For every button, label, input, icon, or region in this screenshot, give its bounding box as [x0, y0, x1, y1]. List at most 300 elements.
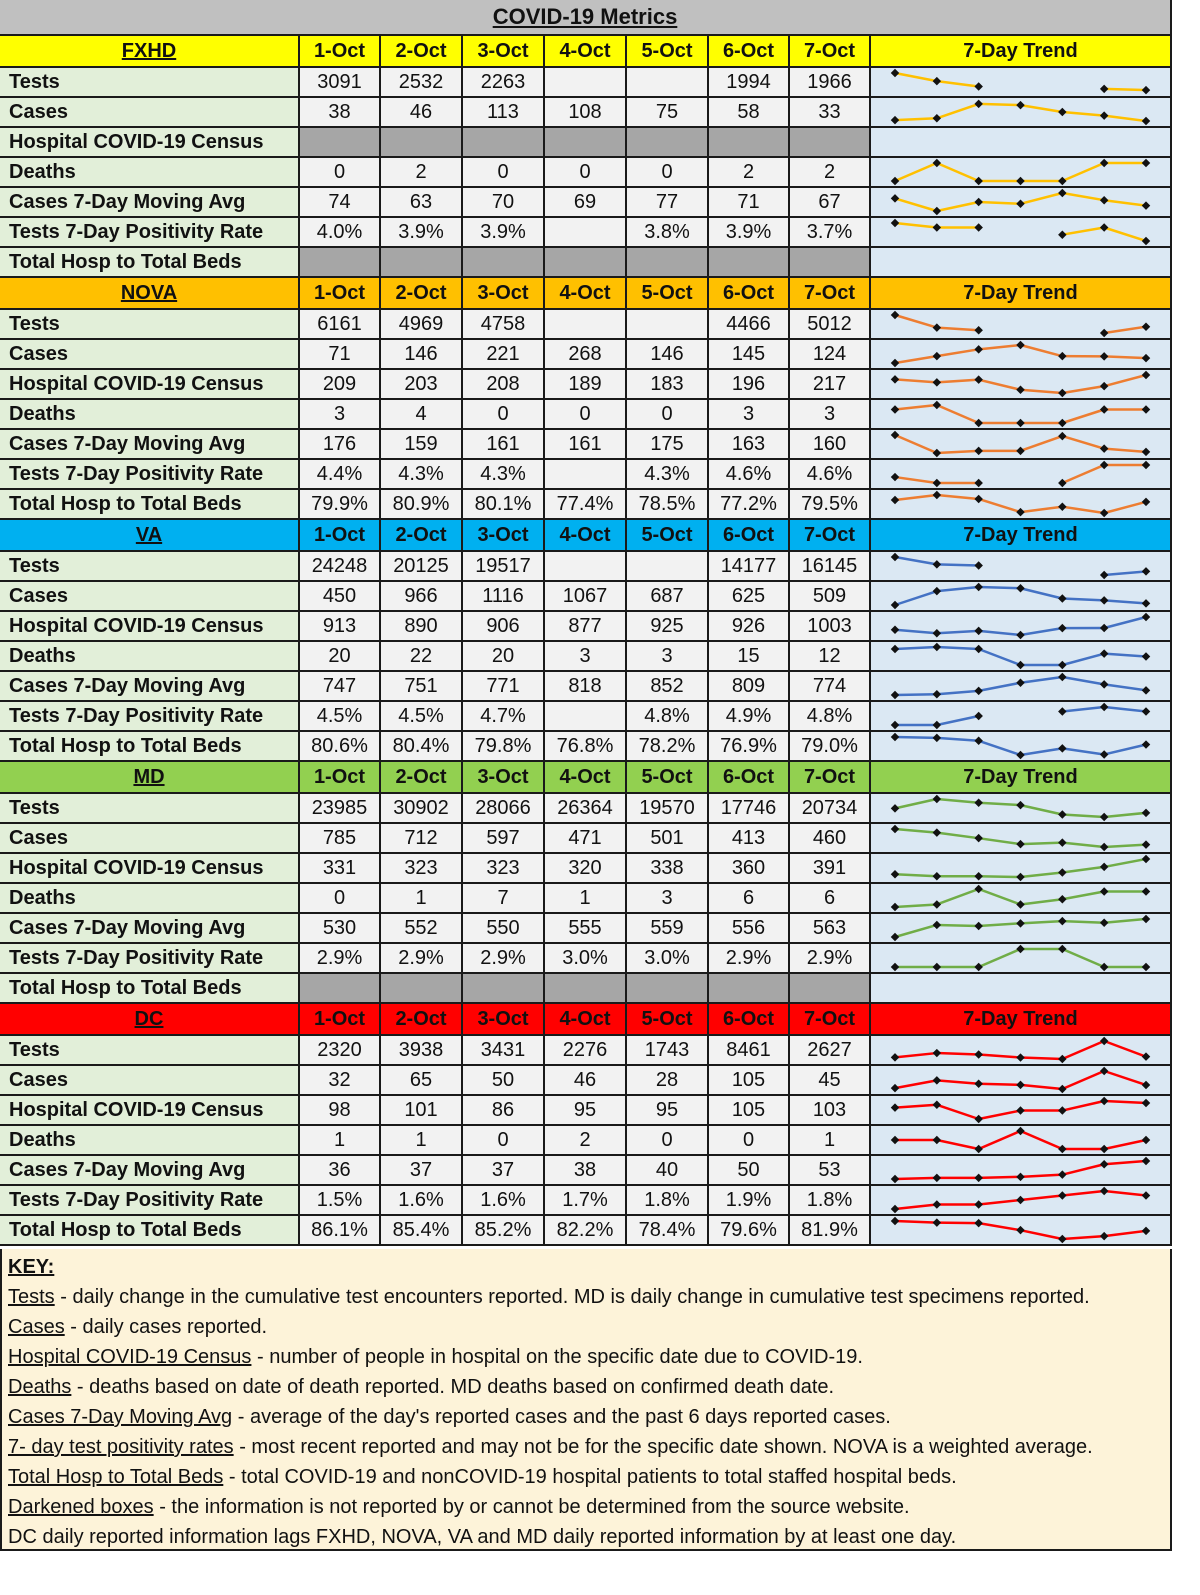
sparkline-segment — [1021, 921, 1063, 923]
sparkline-cell — [871, 884, 1172, 914]
sparkline-point — [891, 825, 899, 833]
date-header: 6-Oct — [709, 36, 790, 68]
sparkline-segment — [1062, 921, 1104, 923]
sparkline-point — [1100, 1037, 1108, 1045]
value-cell: 81.9% — [790, 1216, 871, 1246]
sparkline-segment — [937, 495, 979, 499]
metric-label: Hospital COVID-19 Census — [0, 854, 300, 884]
sparkline-segment — [937, 799, 979, 803]
value-cell: 4.8% — [627, 702, 709, 732]
sparkline-point — [1016, 1173, 1024, 1181]
sparkline-point — [891, 375, 899, 383]
key-item — [8, 1342, 1164, 1372]
sparkline-point — [1058, 895, 1066, 903]
value-cell: 852 — [627, 672, 709, 702]
sparkline-point — [1100, 461, 1108, 469]
value-cell: 4466 — [709, 310, 790, 340]
sparkline-segment — [1104, 919, 1146, 923]
sparkline-point — [1142, 1157, 1150, 1165]
sparkline-point — [933, 1174, 941, 1182]
sparkline-point — [1100, 352, 1108, 360]
value-cell: 1743 — [627, 1036, 709, 1066]
sparkline-segment — [1021, 1196, 1063, 1201]
value-cell: 1994 — [709, 68, 790, 98]
key-footnote: DC daily reported information lags FXHD, NOVA, VA and MD daily reported information by at least one day. — [8, 1526, 957, 1548]
sparkline-nova-2 — [871, 370, 1170, 398]
unreported-cell — [300, 248, 381, 278]
sparkline-point — [1100, 444, 1108, 452]
sparkline-cell — [871, 914, 1172, 944]
value-cell: 1.8% — [790, 1186, 871, 1216]
date-header: 1-Oct — [300, 762, 381, 794]
metric-label: Tests 7-Day Positivity Rate — [0, 1186, 300, 1216]
sparkline-segment — [979, 380, 1021, 390]
sparkline-point — [891, 1053, 899, 1061]
sparkline-segment — [937, 104, 979, 118]
sparkline-point — [974, 627, 982, 635]
value-cell: 46 — [381, 98, 463, 128]
sparkline-segment — [895, 477, 937, 483]
key-item — [8, 1492, 1164, 1522]
sparkline-point — [1100, 571, 1108, 579]
sparkline-point — [1016, 177, 1024, 185]
sparkline-point — [974, 479, 982, 487]
date-header: 4-Oct — [545, 36, 627, 68]
date-header: 7-Oct — [790, 278, 871, 310]
sparkline-point — [1058, 1170, 1066, 1178]
date-header: 4-Oct — [545, 1004, 627, 1036]
sparkline-point — [891, 1084, 899, 1092]
value-cell: 76.9% — [709, 732, 790, 762]
sparkline-point — [1016, 101, 1024, 109]
metric-label: Cases 7-Day Moving Avg — [0, 430, 300, 460]
sparkline-segment — [1021, 1230, 1063, 1239]
sparkline-segment — [937, 1053, 979, 1054]
value-cell: 2 — [545, 1126, 627, 1156]
value-cell: 0 — [627, 400, 709, 430]
sparkline-segment — [979, 1177, 1021, 1178]
sparkline-point — [1142, 686, 1150, 694]
value-cell: 20 — [463, 642, 545, 672]
sparkline-segment — [979, 949, 1021, 967]
sparkline-segment — [1062, 436, 1104, 449]
sparkline-cell — [871, 702, 1172, 732]
sparkline-segment — [979, 1131, 1021, 1149]
sparkline-segment — [1062, 814, 1104, 817]
date-header: 2-Oct — [381, 36, 463, 68]
sparkline-segment — [1062, 465, 1104, 483]
value-cell: 2263 — [463, 68, 545, 98]
value-cell: 45 — [790, 1066, 871, 1096]
unreported-cell — [790, 248, 871, 278]
value-cell: 203 — [381, 370, 463, 400]
value-cell: 85.2% — [463, 1216, 545, 1246]
date-header: 4-Oct — [545, 278, 627, 310]
sparkline-point — [933, 491, 941, 499]
date-header: 1-Oct — [300, 520, 381, 552]
sparkline-point — [1058, 838, 1066, 846]
sparkline-cell — [871, 672, 1172, 702]
sparkline-point — [1016, 386, 1024, 394]
sparkline-point — [1142, 707, 1150, 715]
sparkline-point — [1142, 809, 1150, 817]
sparkline-point — [974, 1050, 982, 1058]
sparkline-point — [1016, 1127, 1024, 1135]
sparkline-segment — [937, 328, 979, 331]
value-cell: 14177 — [709, 552, 790, 582]
sparkline-md-5 — [871, 944, 1170, 972]
sparkline-point — [933, 449, 941, 457]
sparkline-segment — [1062, 193, 1104, 200]
sparkline-segment — [895, 1105, 937, 1108]
sparkline-segment — [1062, 1236, 1104, 1239]
sparkline-point — [1100, 863, 1108, 871]
sparkline-dc-1 — [871, 1066, 1170, 1094]
metric-label: Deaths — [0, 1126, 300, 1156]
sparkline-point — [1016, 447, 1024, 455]
value-cell: 69 — [545, 188, 627, 218]
value-cell: 163 — [709, 430, 790, 460]
sparkline-cell — [871, 1186, 1172, 1216]
value-cell: 2276 — [545, 1036, 627, 1066]
value-cell: 36 — [300, 1156, 381, 1186]
sparkline-segment — [895, 405, 937, 410]
value-cell: 563 — [790, 914, 871, 944]
sparkline-segment — [1104, 502, 1146, 513]
sparkline-point — [974, 495, 982, 503]
value-cell: 86.1% — [300, 1216, 381, 1246]
value-cell: 80.4% — [381, 732, 463, 762]
sparkline-nova-1 — [871, 340, 1170, 368]
sparkline-md-0 — [871, 794, 1170, 822]
date-header: 7-Oct — [790, 1004, 871, 1036]
value-cell: 1.5% — [300, 1186, 381, 1216]
metric-label: Deaths — [0, 642, 300, 672]
value-cell: 4.7% — [463, 702, 545, 732]
sparkline-segment — [937, 564, 979, 565]
value-cell: 16145 — [790, 552, 871, 582]
sparkline-point — [933, 1101, 941, 1109]
sparkline-segment — [1062, 1041, 1104, 1059]
sparkline-va-1 — [871, 582, 1170, 610]
unreported-cell — [709, 974, 790, 1004]
sparkline-point — [933, 872, 941, 880]
sparkline-point — [1142, 567, 1150, 575]
value-cell: 4.6% — [709, 460, 790, 490]
key-items — [8, 1282, 1164, 1522]
sparkline-segment — [979, 202, 1021, 204]
value-cell: 3.8% — [627, 218, 709, 248]
sparkline-segment — [895, 315, 937, 328]
sparkline-point — [891, 311, 899, 319]
sparkline-segment — [979, 683, 1021, 691]
sparkline-cell — [871, 1126, 1172, 1156]
key-description: - most recent reported and may not be for the specific date shown. NOVA is a weighted average. — [233, 1436, 1093, 1458]
date-header: 3-Oct — [463, 1004, 545, 1036]
value-cell — [627, 310, 709, 340]
sparkline-point — [974, 583, 982, 591]
metric-label: Cases 7-Day Moving Avg — [0, 1156, 300, 1186]
sparkline-segment — [1062, 677, 1104, 684]
sparkline-segment — [895, 1205, 937, 1210]
value-cell: 161 — [463, 430, 545, 460]
value-cell: 6161 — [300, 310, 381, 340]
sparkline-point — [891, 1136, 899, 1144]
sparkline-point — [1100, 1067, 1108, 1075]
value-cell: 23985 — [300, 794, 381, 824]
metric-label: Cases — [0, 98, 300, 128]
sparkline-point — [1142, 1136, 1150, 1144]
value-cell: 67 — [790, 188, 871, 218]
sparkline-nova-3 — [871, 400, 1170, 428]
sparkline-segment — [979, 1084, 1021, 1085]
sparkline-point — [1016, 1106, 1024, 1114]
value-cell: 818 — [545, 672, 627, 702]
sparkline-cell — [871, 340, 1172, 370]
sparkline-segment — [895, 647, 937, 649]
sparkline-point — [1016, 679, 1024, 687]
sparkline-segment — [895, 925, 937, 937]
value-cell — [627, 552, 709, 582]
sparkline-point — [933, 207, 941, 215]
sparkline-point — [891, 405, 899, 413]
metric-label: Tests 7-Day Positivity Rate — [0, 218, 300, 248]
value-cell: 4.6% — [790, 460, 871, 490]
metric-label: Deaths — [0, 884, 300, 914]
value-cell: 2.9% — [790, 944, 871, 974]
sparkline-point — [933, 921, 941, 929]
value-cell: 32 — [300, 1066, 381, 1096]
value-cell: 3.9% — [709, 218, 790, 248]
sparkline-point — [891, 1175, 899, 1183]
value-cell: 75 — [627, 98, 709, 128]
value-cell: 217 — [790, 370, 871, 400]
value-cell: 175 — [627, 430, 709, 460]
sparkline-point — [1142, 322, 1150, 330]
value-cell: 1.6% — [463, 1186, 545, 1216]
unreported-cell — [300, 974, 381, 1004]
sparkline-point — [1142, 498, 1150, 506]
sparkline-point — [974, 1115, 982, 1123]
value-cell: 77.2% — [709, 490, 790, 520]
value-cell: 37 — [463, 1156, 545, 1186]
value-cell: 1 — [300, 1126, 381, 1156]
sparkline-point — [1058, 661, 1066, 669]
sparkline-segment — [1104, 845, 1146, 847]
key-term: Deaths — [8, 1376, 72, 1398]
sparkline-segment — [979, 1223, 1021, 1230]
sparkline-point — [933, 352, 941, 360]
value-cell: 20734 — [790, 794, 871, 824]
sparkline-point — [1100, 596, 1108, 604]
sparkline-point — [1142, 1052, 1150, 1060]
region-header-md: MD — [0, 762, 300, 794]
value-cell: 30902 — [381, 794, 463, 824]
value-cell: 38 — [545, 1156, 627, 1186]
sparkline-segment — [1021, 843, 1063, 844]
value-cell: 79.8% — [463, 732, 545, 762]
sparkline-point — [891, 359, 899, 367]
value-cell: 3.9% — [463, 218, 545, 248]
metric-label: Hospital COVID-19 Census — [0, 612, 300, 642]
value-cell: 926 — [709, 612, 790, 642]
sparkline-segment — [1062, 867, 1104, 873]
value-cell: 71 — [709, 188, 790, 218]
sparkline-point — [1142, 201, 1150, 209]
sparkline-segment — [895, 118, 937, 120]
sparkline-segment — [1021, 588, 1063, 598]
sparkline-point — [1142, 740, 1150, 748]
value-cell: 3431 — [463, 1036, 545, 1066]
value-cell: 460 — [790, 824, 871, 854]
sparkline-segment — [979, 838, 1021, 844]
sparkline-point — [1142, 855, 1150, 863]
sparkline-segment — [979, 345, 1021, 349]
sparkline-point — [891, 733, 899, 741]
value-cell: 40 — [627, 1156, 709, 1186]
value-cell: 196 — [709, 370, 790, 400]
sparkline-point — [1016, 801, 1024, 809]
value-cell: 4.8% — [790, 702, 871, 732]
sparkline-point — [933, 159, 941, 167]
sparkline-segment — [937, 451, 979, 453]
trend-header: 7-Day Trend — [871, 1004, 1172, 1036]
sparkline-cell — [871, 370, 1172, 400]
sparkline-point — [1058, 479, 1066, 487]
sparkline-point — [1142, 599, 1150, 607]
key-item — [8, 1312, 1164, 1342]
sparkline-segment — [937, 647, 979, 649]
sparkline-point — [974, 447, 982, 455]
sparkline-point — [891, 626, 899, 634]
sparkline-segment — [895, 1053, 937, 1057]
sparkline-segment — [895, 904, 937, 907]
sparkline-point — [1100, 1232, 1108, 1240]
sparkline-segment — [1104, 1101, 1146, 1103]
sparkline-point — [891, 903, 899, 911]
sparkline-point — [933, 479, 941, 487]
value-cell: 0 — [545, 158, 627, 188]
sparkline-point — [933, 560, 941, 568]
sparkline-point — [974, 1219, 982, 1227]
value-cell: 80.1% — [463, 490, 545, 520]
trend-header: 7-Day Trend — [871, 36, 1172, 68]
sparkline-segment — [1104, 89, 1146, 90]
sparkline-segment — [1021, 748, 1063, 755]
value-cell: 360 — [709, 854, 790, 884]
key-description: - total COVID-19 and nonCOVID-19 hospital patients to total staffed hospital beds. — [223, 1466, 957, 1488]
sparkline-segment — [895, 198, 937, 211]
value-cell: 4758 — [463, 310, 545, 340]
sparkline-segment — [895, 737, 937, 738]
sparkline-segment — [937, 587, 979, 591]
value-cell: 74 — [300, 188, 381, 218]
value-cell: 15 — [709, 642, 790, 672]
value-cell: 4.4% — [300, 460, 381, 490]
value-cell — [545, 552, 627, 582]
sparkline-cell — [871, 188, 1172, 218]
sparkline-point — [891, 177, 899, 185]
metric-label: Tests 7-Day Positivity Rate — [0, 944, 300, 974]
value-cell: 785 — [300, 824, 381, 854]
sparkline-point — [1142, 963, 1150, 971]
date-header: 6-Oct — [709, 762, 790, 794]
value-cell: 2532 — [381, 68, 463, 98]
sparkline-md-4 — [871, 914, 1170, 942]
key-section — [0, 1249, 1172, 1551]
sparkline-point — [1016, 419, 1024, 427]
value-cell: 0 — [463, 1126, 545, 1156]
sparkline-fxhd-3 — [871, 158, 1170, 186]
value-cell: 80.9% — [381, 490, 463, 520]
region-header-nova: NOVA — [0, 278, 300, 310]
sparkline-point — [974, 834, 982, 842]
date-header: 1-Oct — [300, 1004, 381, 1036]
sparkline-segment — [895, 495, 937, 500]
sparkline-cell — [871, 1156, 1172, 1186]
sparkline-cell — [871, 68, 1172, 98]
sparkline-segment — [979, 889, 1021, 904]
date-header: 6-Oct — [709, 520, 790, 552]
metric-label: Cases — [0, 582, 300, 612]
sparkline-dc-2 — [871, 1096, 1170, 1124]
date-header: 3-Oct — [463, 36, 545, 68]
sparkline-point — [933, 401, 941, 409]
value-cell: 98 — [300, 1096, 381, 1126]
value-cell: 82.2% — [545, 1216, 627, 1246]
metric-label: Tests 7-Day Positivity Rate — [0, 702, 300, 732]
sparkline-point — [974, 687, 982, 695]
sparkline-cell — [871, 460, 1172, 490]
value-cell: 556 — [709, 914, 790, 944]
sparkline-segment — [1062, 707, 1104, 712]
date-header: 2-Oct — [381, 520, 463, 552]
metric-label: Deaths — [0, 158, 300, 188]
sparkline-segment — [979, 104, 1021, 105]
sparkline-point — [891, 496, 899, 504]
trend-header: 7-Day Trend — [871, 520, 1172, 552]
sparkline-point — [1100, 405, 1108, 413]
unreported-cell — [381, 974, 463, 1004]
sparkline-segment — [1062, 949, 1104, 967]
sparkline-nova-4 — [871, 430, 1170, 458]
sparkline-point — [974, 872, 982, 880]
key-item — [8, 1282, 1164, 1312]
metric-label: Cases 7-Day Moving Avg — [0, 672, 300, 702]
sparkline-segment — [895, 557, 937, 564]
sparkline-cell — [871, 158, 1172, 188]
sparkline-segment — [895, 379, 937, 382]
sparkline-point — [933, 963, 941, 971]
sparkline-point — [891, 1103, 899, 1111]
value-cell: 79.5% — [790, 490, 871, 520]
sparkline-segment — [1104, 707, 1146, 712]
sparkline-cell — [871, 1096, 1172, 1126]
value-cell: 450 — [300, 582, 381, 612]
key-description: - daily cases reported. — [64, 1316, 268, 1338]
sparkline-cell — [871, 128, 1172, 158]
sparkline-segment — [979, 876, 1021, 877]
sparkline-segment — [1104, 1071, 1146, 1085]
sparkline-point — [933, 1049, 941, 1057]
unreported-cell — [790, 128, 871, 158]
sparkline-va-4 — [871, 672, 1170, 700]
value-cell — [545, 218, 627, 248]
value-cell: 0 — [463, 158, 545, 188]
value-cell: 1116 — [463, 582, 545, 612]
sparkline-point — [1058, 945, 1066, 953]
metric-label: Tests — [0, 1036, 300, 1066]
